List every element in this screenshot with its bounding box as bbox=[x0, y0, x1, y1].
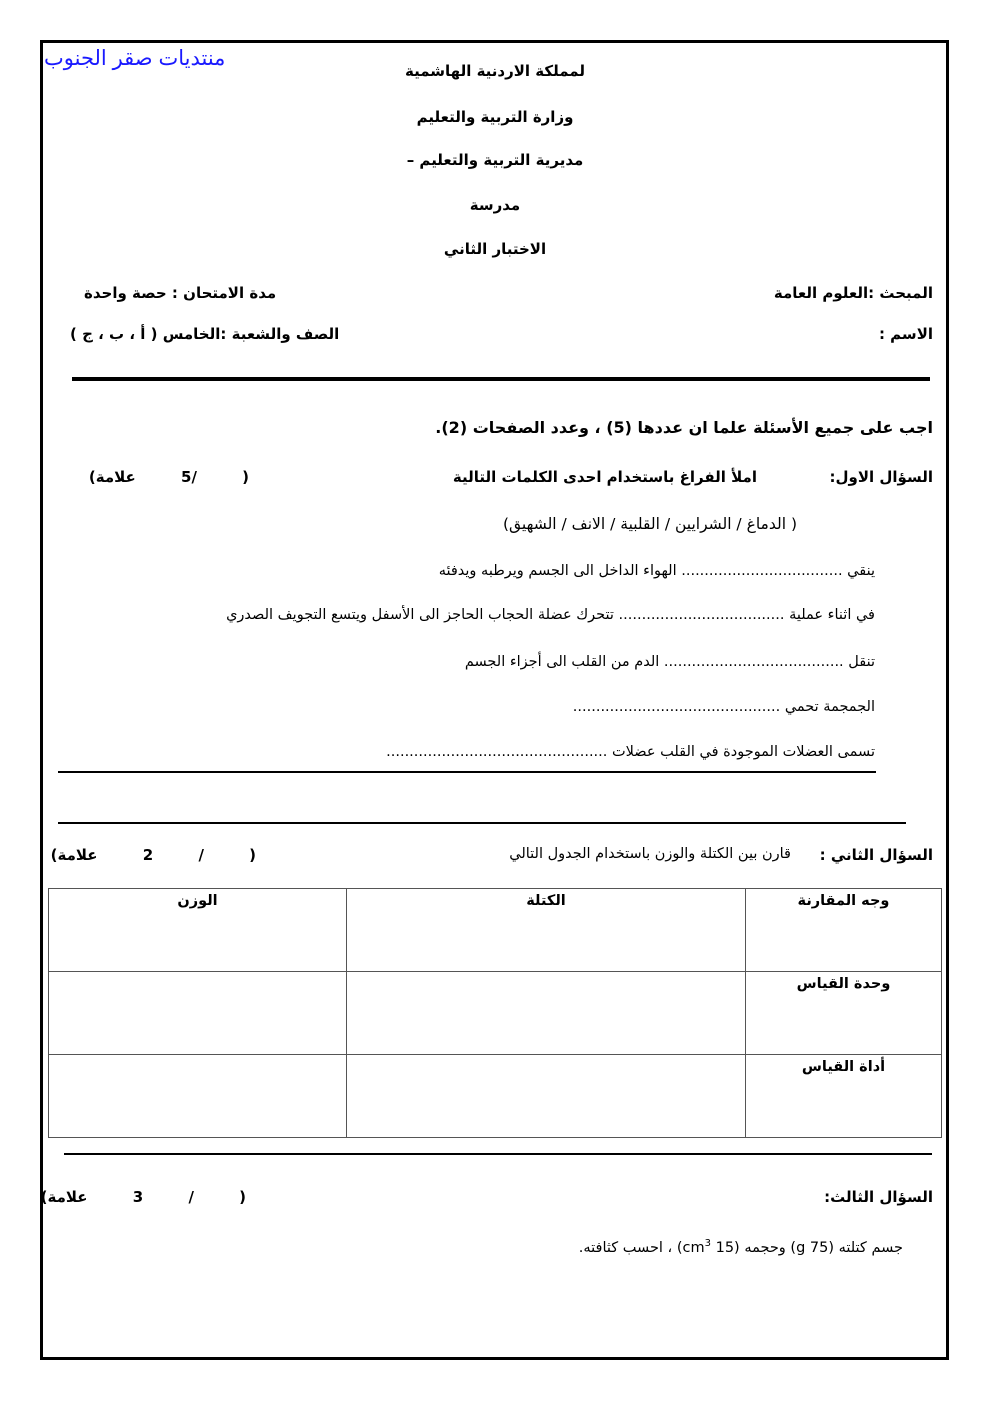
q1-item-3: تنقل ....................................... الدم من القلب الى أجزاء الجسم bbox=[464, 654, 875, 670]
class-label: الصف والشعبة :الخامس ( أ ، ب ، ج ) bbox=[70, 325, 340, 343]
cell-weight-unit[interactable] bbox=[49, 972, 347, 1055]
table-row bbox=[49, 972, 942, 1055]
q3-marks: ( / 3 علامة) bbox=[40, 1188, 246, 1206]
subject-label: المبحث :العلوم العامة bbox=[773, 284, 933, 302]
header-school: مدرسة bbox=[469, 196, 521, 214]
table-row bbox=[49, 1055, 942, 1138]
cell-mass-tool[interactable] bbox=[347, 1055, 746, 1138]
row-label-unit: وحدة القياس bbox=[746, 972, 942, 1055]
q1-item-2: في اثناء عملية .................................... تتحرك عضلة الحجاب الحاجز الى الأسفل ويتسع التجويف الصدري bbox=[226, 607, 875, 623]
header-kingdom: لمملكة الاردنية الهاشمية bbox=[405, 62, 585, 80]
q2-label: السؤال الثاني : bbox=[819, 846, 933, 864]
q1-divider-1 bbox=[58, 771, 876, 773]
cell-mass-unit[interactable] bbox=[347, 972, 746, 1055]
watermark: منتديات صقر الجنوب bbox=[44, 47, 226, 70]
q1-prompt: املأ الفراغ باستخدام احدى الكلمات التالية bbox=[452, 468, 757, 486]
q1-marks: ( /5 علامة) bbox=[88, 468, 249, 486]
q1-label: السؤال الاول: bbox=[829, 468, 933, 486]
student-name-label: الاسم : bbox=[878, 325, 933, 343]
q1-item-4: الجمجمة تحمي ............................................. bbox=[572, 699, 875, 715]
q3-label: السؤال الثالث: bbox=[824, 1188, 933, 1206]
instructions: اجب على جميع الأسئلة علما ان عددها (5) ، وعدد الصفحات (2). bbox=[435, 418, 933, 437]
q3-superscript: 3 bbox=[704, 1238, 711, 1249]
header-directorate: مديرية التربية والتعليم – bbox=[406, 151, 584, 169]
row-label-tool: أداة القياس bbox=[746, 1055, 942, 1138]
header-divider bbox=[72, 377, 930, 381]
table-row bbox=[49, 889, 942, 972]
duration-label: مدة الامتحان : حصة واحدة bbox=[84, 284, 277, 302]
q2-divider bbox=[64, 1153, 932, 1155]
q3-problem-start: جسم كتلته (75 g) وحجمه (15 cm bbox=[682, 1239, 903, 1256]
comparison-table bbox=[48, 888, 942, 1138]
header-ministry: وزارة التربية والتعليم bbox=[416, 108, 574, 126]
q2-marks: ( / 2 علامة) bbox=[50, 846, 256, 864]
q1-item-1: ينقي ................................... الهواء الداخل الى الجسم ويرطبه ويدفئه bbox=[438, 563, 875, 579]
q1-word-bank: ( الدماغ / الشرايين / القلبية / الانف / الشهيق) bbox=[502, 515, 797, 533]
q1-item-5: تسمى العضلات الموجودة في القلب عضلات ................................................ bbox=[386, 744, 875, 760]
q1-divider-2 bbox=[58, 822, 906, 824]
header-mass: الكتلة bbox=[347, 889, 746, 972]
header-exam-title: الاختبار الثاني bbox=[443, 240, 547, 258]
q3-problem-end: ) ، احسب كثافته. bbox=[578, 1239, 683, 1256]
cell-weight-tool[interactable] bbox=[49, 1055, 347, 1138]
q2-prompt: قارن بين الكتلة والوزن باستخدام الجدول التالي bbox=[509, 846, 791, 862]
header-weight: الوزن bbox=[49, 889, 347, 972]
q3-problem bbox=[579, 1238, 903, 1256]
header-comparison-aspect: وجه المقارنة bbox=[746, 889, 942, 972]
